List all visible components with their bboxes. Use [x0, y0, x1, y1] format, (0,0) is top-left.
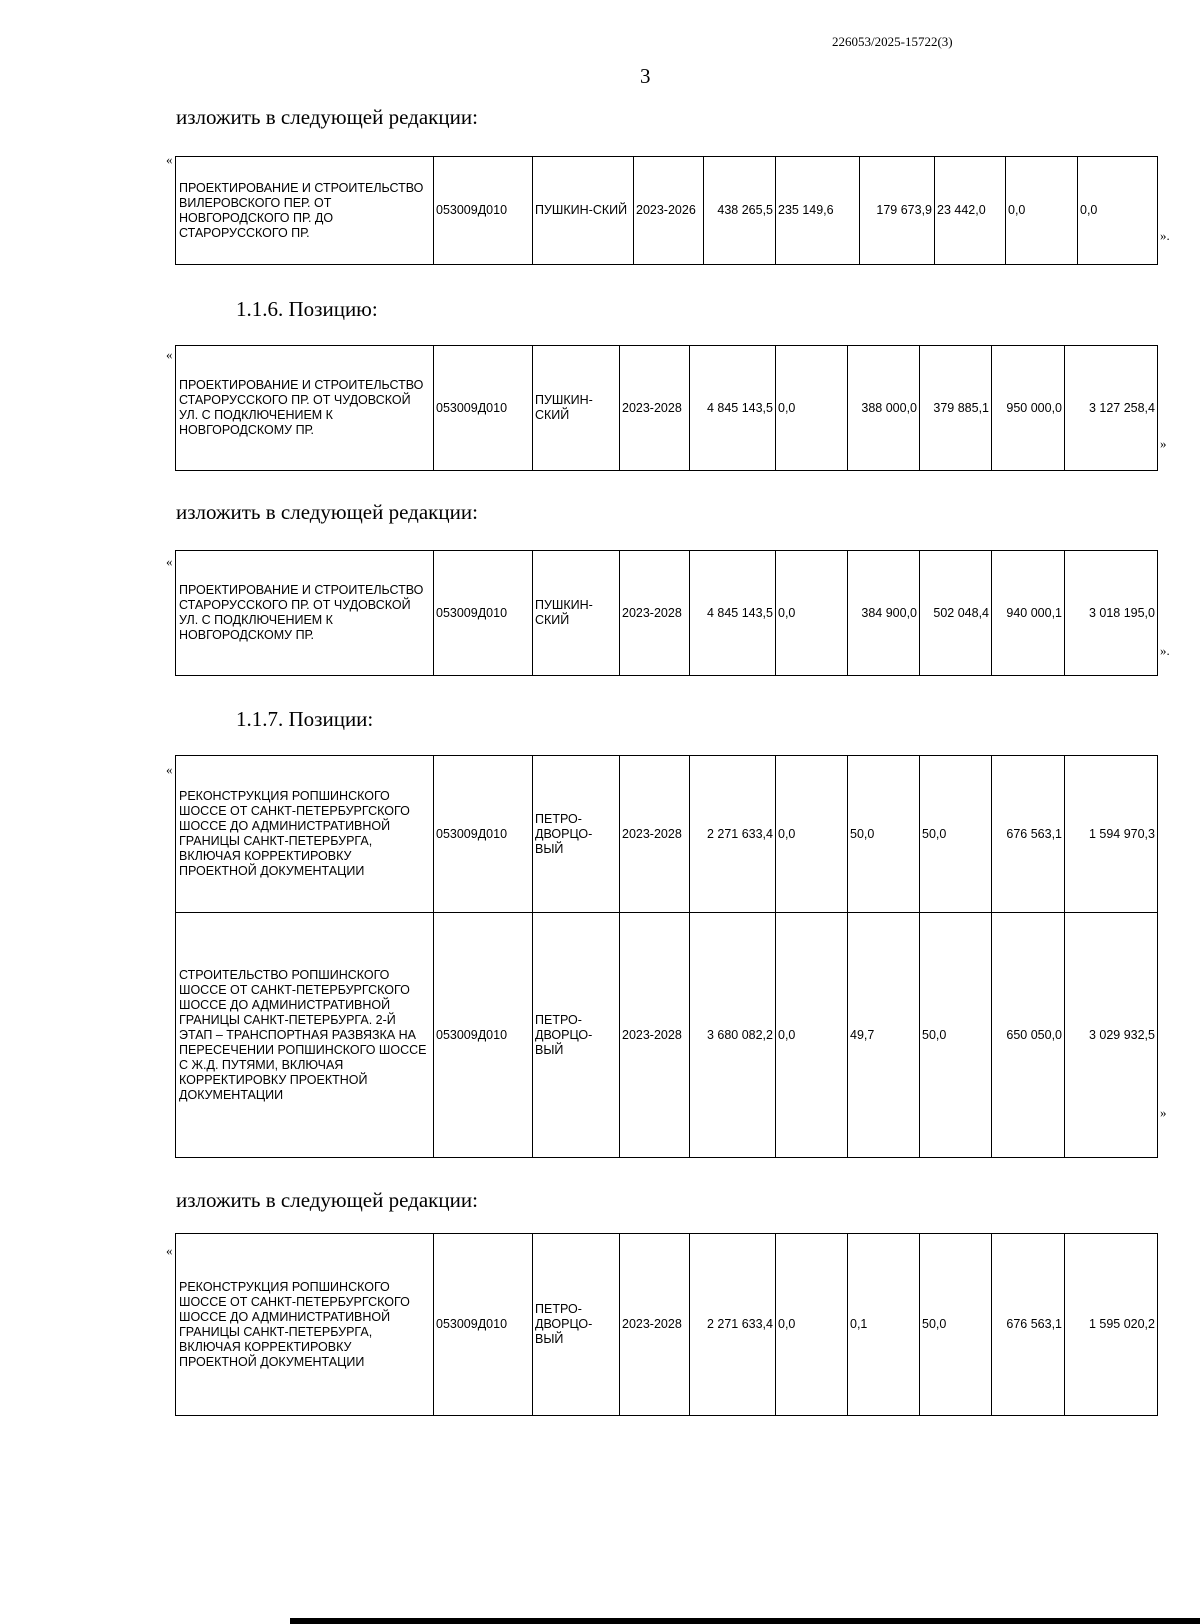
value-cell: 3 127 258,4 — [1065, 346, 1158, 471]
object-name-cell: РЕКОНСТРУКЦИЯ РОПШИНСКОГО ШОССЕ ОТ САНКТ-ПЕТЕРБУРГСКОГО ШОССЕ ДО АДМИНИСТРАТИВНОЙ ГРАНИЦЫ САНКТ-ПЕТЕРБУРГА, ВКЛЮЧАЯ КОРРЕКТИРОВКУ ПРОЕКТНОЙ ДОКУМЕНТАЦИИ — [176, 1234, 434, 1416]
value-cell: 23 442,0 — [935, 157, 1006, 265]
value-cell: 650 050,0 — [992, 913, 1065, 1158]
value-cell: 379 885,1 — [920, 346, 992, 471]
value-cell: 0,0 — [1006, 157, 1078, 265]
object-name-cell: СТРОИТЕЛЬСТВО РОПШИНСКОГО ШОССЕ ОТ САНКТ-ПЕТЕРБУРГСКОГО ШОССЕ ДО АДМИНИСТРАТИВНОЙ ГРАНИЦЫ САНКТ-ПЕТЕРБУРГА. 2-Й ЭТАП – ТРАНСПОРТНАЯ РАЗВЯЗКА НА ПЕРЕСЕЧЕНИИ РОПШИНСКОГО ШОССЕ С Ж.Д. ПУТЯМИ, ВКЛЮЧАЯ КОРРЕКТИРОВКУ ПРОЕКТНОЙ ДОКУМЕНТАЦИИ — [176, 913, 434, 1158]
object-name-cell: ПРОЕКТИРОВАНИЕ И СТРОИТЕЛЬСТВО СТАРОРУССКОГО ПР. ОТ ЧУДОВСКОЙ УЛ. С ПОДКЛЮЧЕНИЕМ К НОВГОРОДСКОМУ ПР. — [176, 551, 434, 676]
years-cell: 2023-2028 — [620, 756, 690, 913]
value-cell: 2 271 633,4 — [690, 756, 776, 913]
open-quote: « — [166, 347, 173, 362]
document-number: 226053/2025-15722(3) — [832, 34, 953, 49]
value-cell: 4 845 143,5 — [690, 346, 776, 471]
code-cell: 053009Д010 — [434, 1234, 533, 1416]
paragraph-text: изложить в следующей редакции: — [176, 500, 478, 524]
district-cell: ПУШКИН-СКИЙ — [533, 551, 620, 676]
object-name-cell: РЕКОНСТРУКЦИЯ РОПШИНСКОГО ШОССЕ ОТ САНКТ-ПЕТЕРБУРГСКОГО ШОССЕ ДО АДМИНИСТРАТИВНОЙ ГРАНИЦЫ САНКТ-ПЕТЕРБУРГА, ВКЛЮЧАЯ КОРРЕКТИРОВКУ ПРОЕКТНОЙ ДОКУМЕНТАЦИИ — [176, 756, 434, 913]
budget-table-2 — [175, 345, 1158, 471]
value-cell: 0,0 — [776, 756, 848, 913]
value-cell: 1 595 020,2 — [1065, 1234, 1158, 1416]
open-quote: « — [166, 762, 173, 777]
code-cell: 053009Д010 — [434, 551, 533, 676]
budget-table-4 — [175, 755, 1158, 1158]
paragraph-text: 1.1.6. Позицию: — [236, 297, 378, 321]
value-cell: 0,0 — [1078, 157, 1158, 265]
close-quote: » — [1160, 1105, 1167, 1120]
value-cell: 676 563,1 — [992, 756, 1065, 913]
years-cell: 2023-2028 — [620, 551, 690, 676]
years-cell: 2023-2028 — [620, 913, 690, 1158]
value-cell: 50,0 — [920, 756, 992, 913]
district-cell: ПУШКИН-СКИЙ — [533, 346, 620, 471]
value-cell: 50,0 — [920, 913, 992, 1158]
budget-table-1 — [175, 156, 1158, 265]
value-cell: 3 680 082,2 — [690, 913, 776, 1158]
paragraph-text: изложить в следующей редакции: — [176, 105, 478, 129]
open-quote: « — [166, 1243, 173, 1258]
value-cell: 0,1 — [848, 1234, 920, 1416]
table-row — [176, 346, 1158, 471]
years-cell: 2023-2028 — [620, 346, 690, 471]
value-cell: 0,0 — [776, 913, 848, 1158]
close-quote: » — [1160, 436, 1167, 451]
open-quote: « — [166, 554, 173, 569]
open-quote: « — [166, 152, 173, 167]
code-cell: 053009Д010 — [434, 157, 533, 265]
value-cell: 388 000,0 — [848, 346, 920, 471]
close-quote: ». — [1160, 643, 1170, 658]
table-row — [176, 1234, 1158, 1416]
value-cell: 235 149,6 — [776, 157, 860, 265]
code-cell: 053009Д010 — [434, 913, 533, 1158]
code-cell: 053009Д010 — [434, 756, 533, 913]
scan-edge-bar — [290, 1618, 1200, 1624]
value-cell: 50,0 — [920, 1234, 992, 1416]
district-cell: ПЕТРО-ДВОРЦО-ВЫЙ — [533, 913, 620, 1158]
value-cell: 49,7 — [848, 913, 920, 1158]
paragraph-text: изложить в следующей редакции: — [176, 1188, 478, 1212]
district-cell: ПЕТРО-ДВОРЦО-ВЫЙ — [533, 1234, 620, 1416]
value-cell: 3 029 932,5 — [1065, 913, 1158, 1158]
code-cell: 053009Д010 — [434, 346, 533, 471]
page-number: 3 — [640, 64, 651, 88]
paragraph-text: 1.1.7. Позиции: — [236, 707, 374, 731]
value-cell: 179 673,9 — [860, 157, 935, 265]
value-cell: 0,0 — [776, 346, 848, 471]
value-cell: 950 000,0 — [992, 346, 1065, 471]
district-cell: ПУШКИН-СКИЙ — [533, 157, 634, 265]
value-cell: 502 048,4 — [920, 551, 992, 676]
close-quote: ». — [1160, 228, 1170, 243]
value-cell: 438 265,5 — [704, 157, 776, 265]
value-cell: 1 594 970,3 — [1065, 756, 1158, 913]
value-cell: 50,0 — [848, 756, 920, 913]
district-cell: ПЕТРО-ДВОРЦО-ВЫЙ — [533, 756, 620, 913]
value-cell: 4 845 143,5 — [690, 551, 776, 676]
value-cell: 940 000,1 — [992, 551, 1065, 676]
value-cell: 676 563,1 — [992, 1234, 1065, 1416]
budget-table-5 — [175, 1233, 1158, 1416]
years-cell: 2023-2026 — [634, 157, 704, 265]
table-row — [176, 551, 1158, 676]
value-cell: 384 900,0 — [848, 551, 920, 676]
value-cell: 2 271 633,4 — [690, 1234, 776, 1416]
value-cell: 0,0 — [776, 1234, 848, 1416]
table-row — [176, 157, 1158, 265]
table-row — [176, 913, 1158, 1158]
table-row — [176, 756, 1158, 913]
object-name-cell: ПРОЕКТИРОВАНИЕ И СТРОИТЕЛЬСТВО СТАРОРУССКОГО ПР. ОТ ЧУДОВСКОЙ УЛ. С ПОДКЛЮЧЕНИЕМ К НОВГОРОДСКОМУ ПР. — [176, 346, 434, 471]
value-cell: 0,0 — [776, 551, 848, 676]
object-name-cell: ПРОЕКТИРОВАНИЕ И СТРОИТЕЛЬСТВО ВИЛЕРОВСКОГО ПЕР. ОТ НОВГОРОДСКОГО ПР. ДО СТАРОРУССКОГО ПР. — [176, 157, 434, 265]
value-cell: 3 018 195,0 — [1065, 551, 1158, 676]
years-cell: 2023-2028 — [620, 1234, 690, 1416]
budget-table-3 — [175, 550, 1158, 676]
